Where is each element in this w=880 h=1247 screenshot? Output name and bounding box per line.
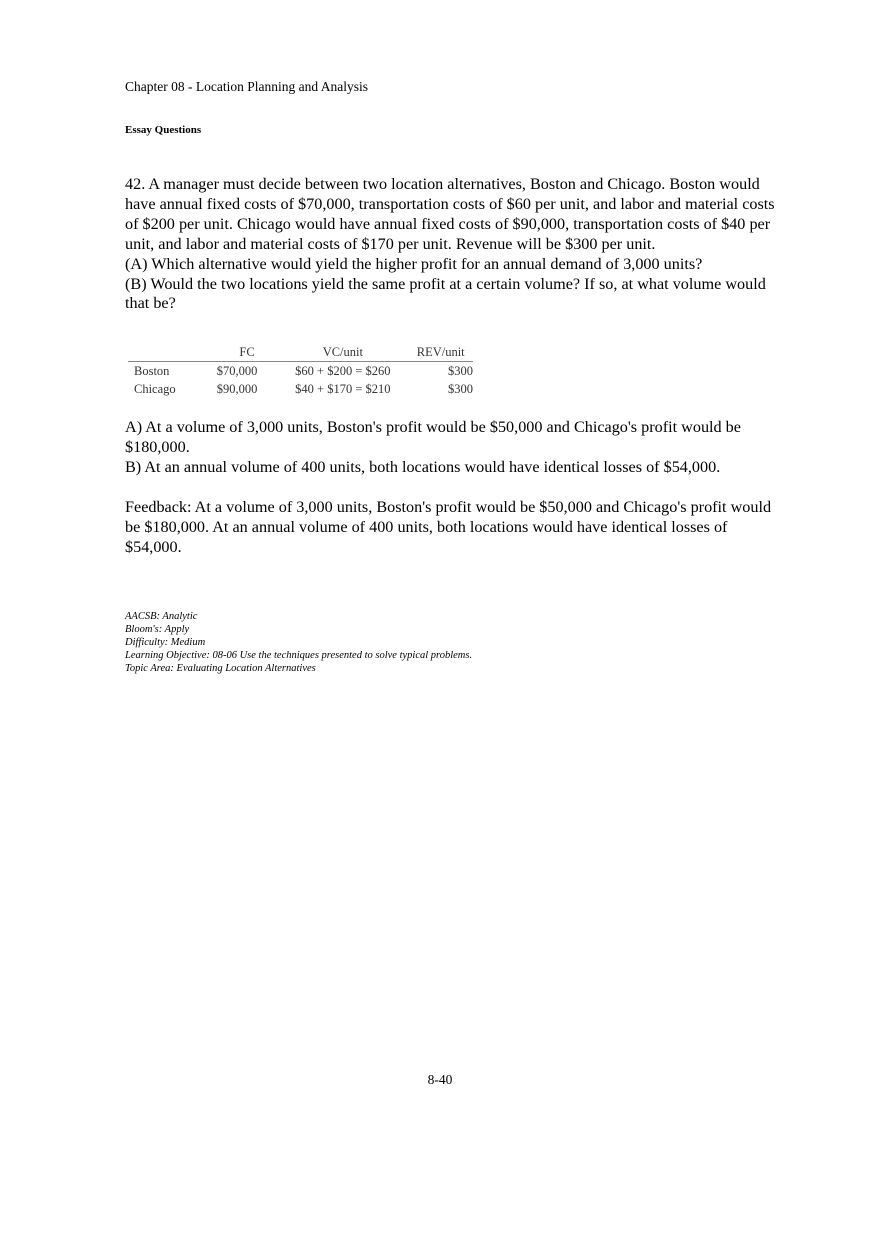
blooms-tag: Bloom's: Apply — [125, 624, 190, 635]
topic-area-tag: Topic Area: Evaluating Location Alternatives — [125, 663, 316, 674]
table-row — [128, 380, 473, 398]
table-cell: $70,000 — [216, 363, 258, 378]
question-part-a: (A) Which alternative would yield the higher profit for an annual demand of 3,000 units? — [125, 254, 703, 273]
cost-table — [128, 344, 473, 398]
table-header-row — [128, 344, 473, 362]
table-cell: Boston — [134, 363, 170, 378]
question-stem: 42. A manager must decide between two location alternatives, Boston and Chicago. Boston would have annual fixed costs of $70,000, transportation costs of $60 per unit, and labor and material costs of $200 per unit. Chicago would have annual fixed costs of $90,000, transportation costs of $40 per unit, and labor and material costs of $170 per unit. Revenue will be $300 per unit. — [125, 175, 775, 253]
answer-part-b: B) At an annual volume of 400 units, both locations would have identical losses of $54,000. — [125, 458, 721, 476]
table-row — [128, 362, 473, 381]
page-number: 8-40 — [427, 1072, 453, 1087]
question-part-b: (B) Would the two locations yield the same profit at a certain volume? If so, at what volume would that be? — [125, 274, 766, 313]
question-block — [125, 175, 780, 314]
table-cell: $90,000 — [216, 381, 258, 396]
difficulty-tag: Difficulty: Medium — [125, 637, 206, 648]
table-cell: $300 — [448, 381, 473, 396]
question-metadata — [125, 610, 472, 675]
table-cell: $300 — [448, 363, 473, 378]
table-cell: $60 + $200 = $260 — [295, 363, 391, 378]
answer-block — [125, 417, 780, 477]
table-header-cell — [128, 344, 217, 362]
answer-part-a: A) At a volume of 3,000 units, Boston's profit would be $50,000 and Chicago's profit would be $180,000. — [125, 418, 741, 456]
aacsb-tag: AACSB: Analytic — [125, 611, 198, 622]
learning-objective-tag: Learning Objective: 08-06 Use the techniques presented to solve typical problems. — [125, 650, 473, 661]
section-heading: Essay Questions — [125, 124, 202, 136]
table-header-cell: FC — [217, 344, 278, 362]
table-cell: $40 + $170 = $210 — [295, 381, 391, 396]
feedback-paragraph: Feedback: At a volume of 3,000 units, Boston's profit would be $50,000 and Chicago's profit would be $180,000. At an annual volume of 400 units, both locations would have identical losses of $54,000. — [125, 498, 772, 556]
chapter-title: Chapter 08 - Location Planning and Analysis — [125, 79, 368, 94]
table-header-cell: REV/unit — [408, 344, 473, 362]
table-header-cell: VC/unit — [277, 344, 408, 362]
table-cell: Chicago — [134, 381, 176, 396]
